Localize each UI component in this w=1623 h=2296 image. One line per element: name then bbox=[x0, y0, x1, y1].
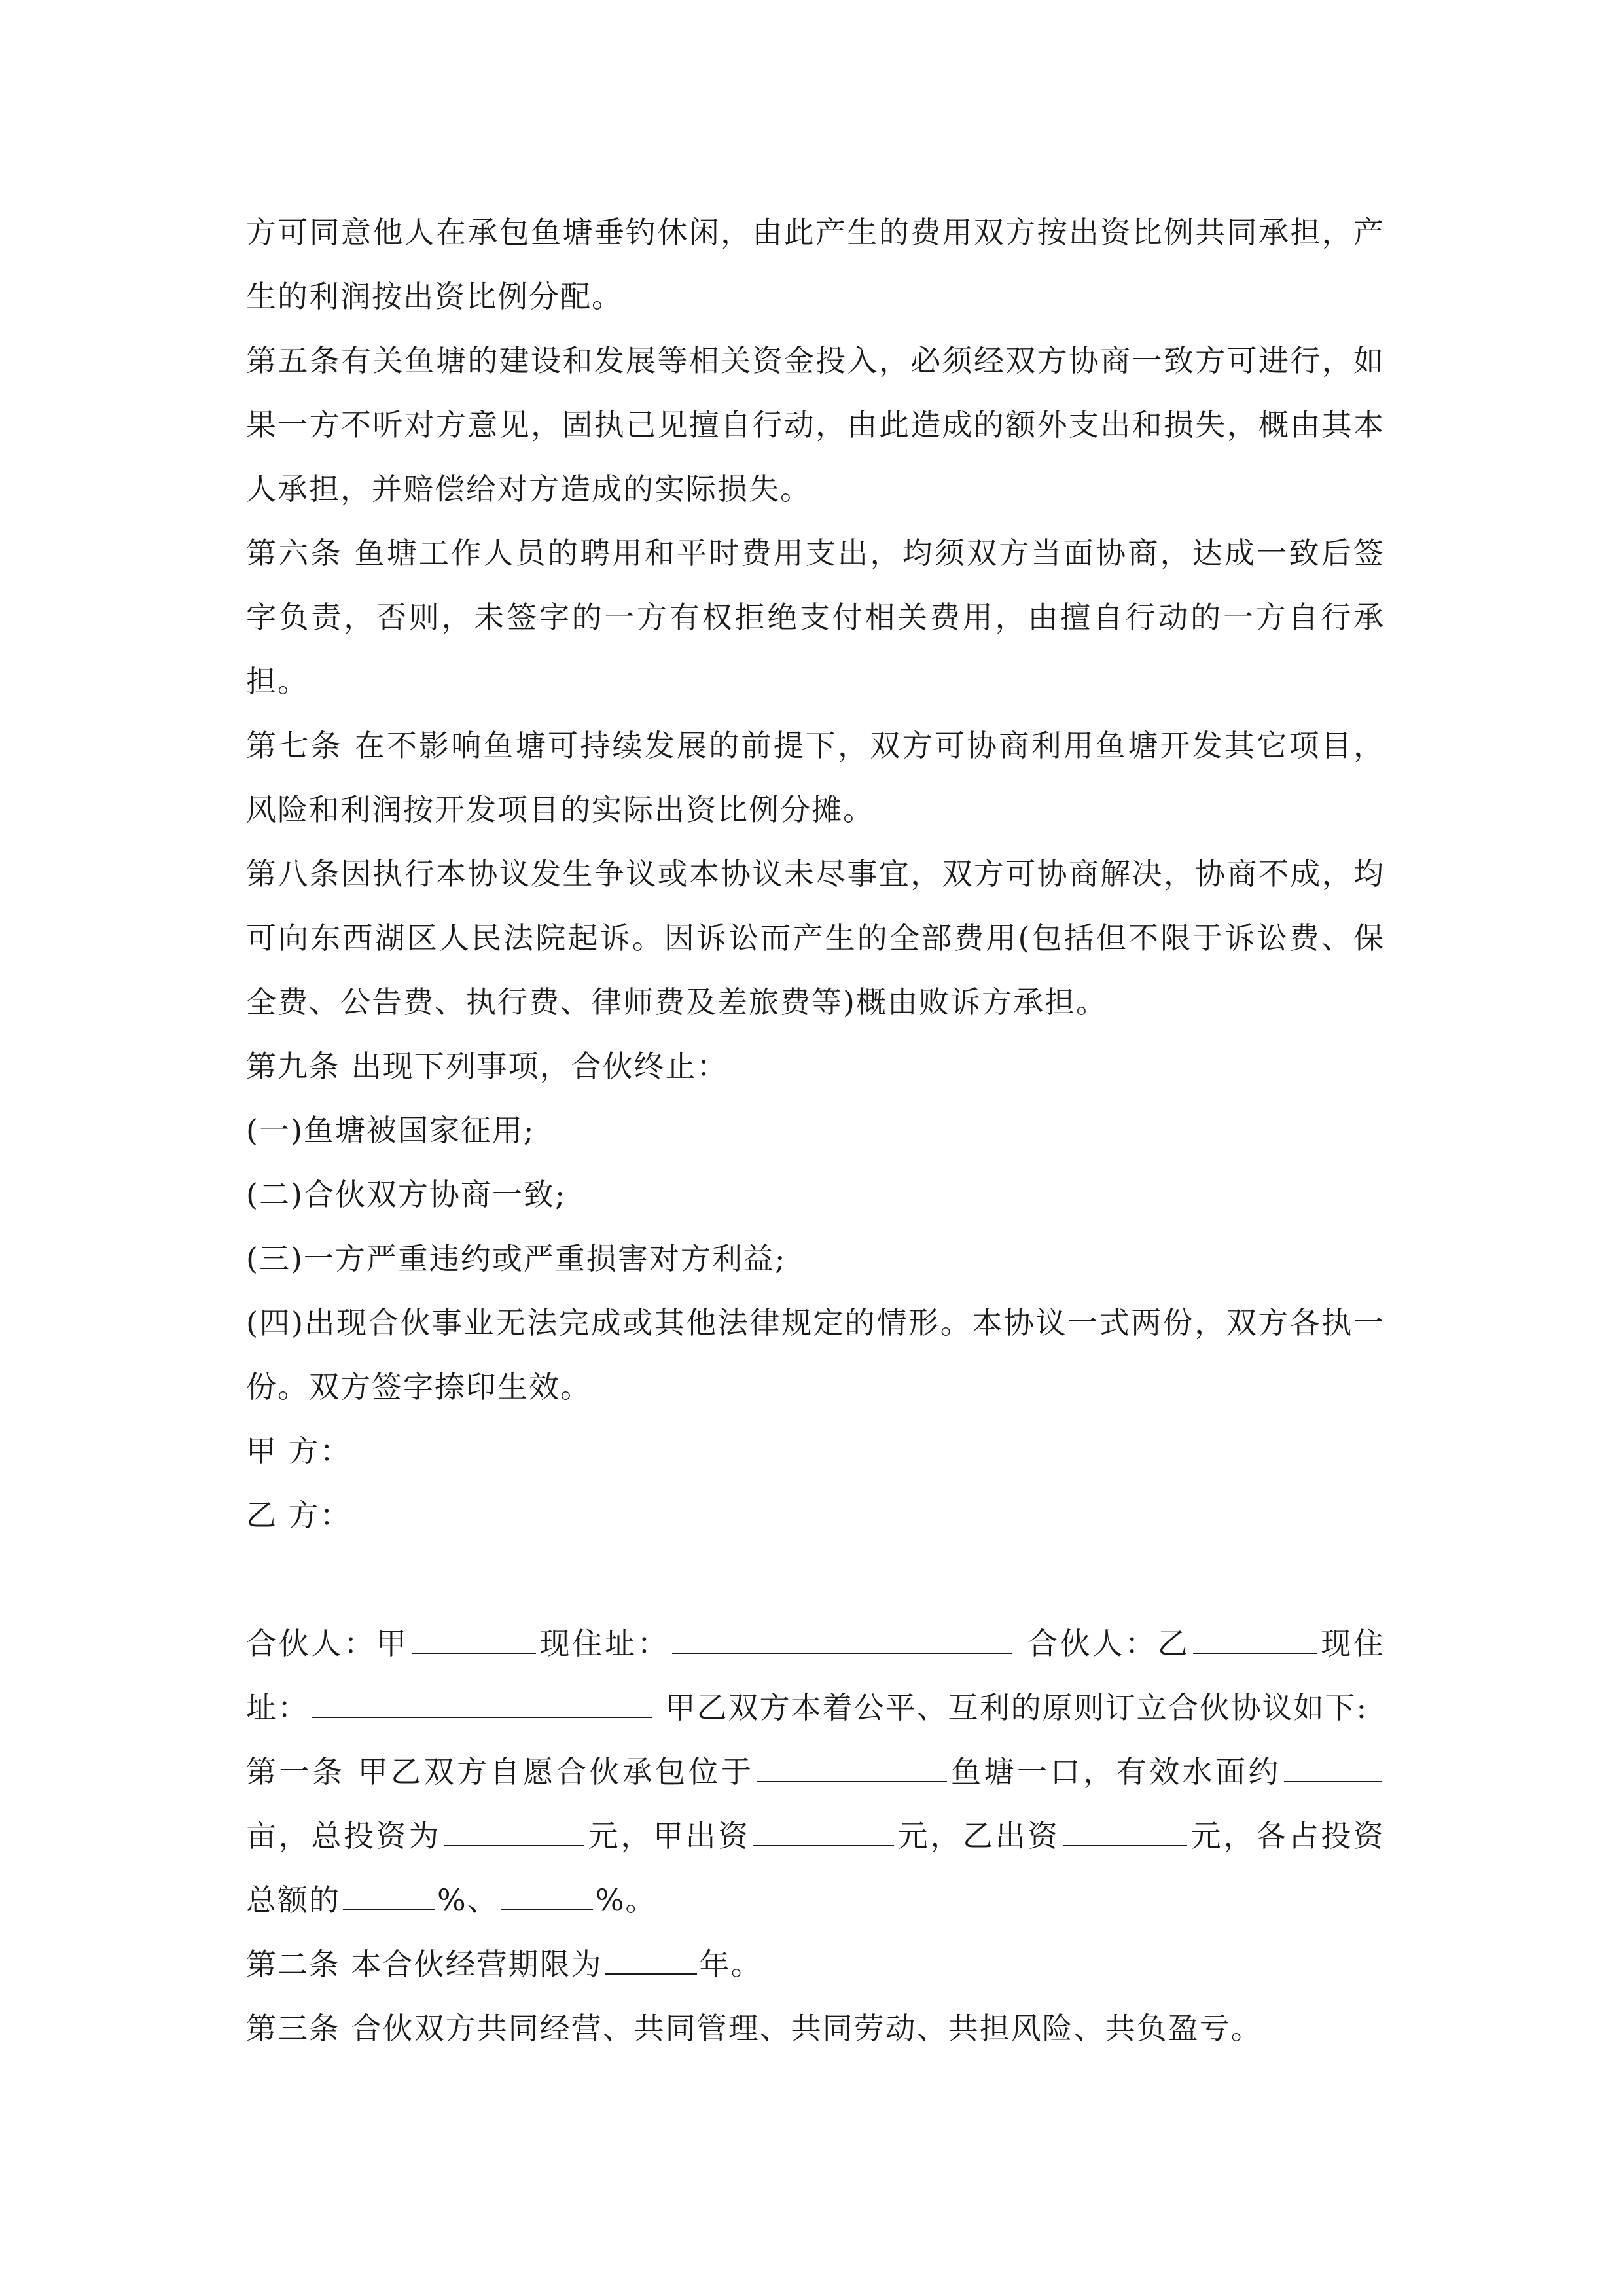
termination-item-1: (一)鱼塘被国家征用; bbox=[246, 1113, 535, 1148]
article-3: 第三条 合伙双方共同经营、共同管理、共同劳动、共担风险、共负盈亏。 bbox=[246, 2011, 1262, 2046]
article-1-text-2: 鱼塘一口，有效水面约 bbox=[949, 1754, 1282, 1789]
party-b-signature: 乙 方： bbox=[246, 1498, 351, 1533]
article-2-text-1: 第二条 本合伙经营期限为 bbox=[246, 1946, 603, 1982]
partner-info-line bbox=[246, 1611, 1385, 1740]
article-1-text-6: 元，各占投资总额的 bbox=[246, 1818, 1385, 1918]
party-a-investment-blank[interactable] bbox=[753, 1819, 894, 1846]
total-investment-blank[interactable] bbox=[444, 1819, 584, 1846]
agreement-intro: 甲乙双方本着公平、互利的原则订立合伙协议如下: bbox=[665, 1690, 1368, 1725]
party-a-percent-blank[interactable] bbox=[343, 1883, 435, 1910]
partner-a-label: 合伙人：甲 bbox=[246, 1626, 409, 1661]
document-body bbox=[246, 200, 1385, 2060]
section-gap bbox=[246, 1547, 1385, 1611]
party-a-signature: 甲 方： bbox=[246, 1433, 351, 1469]
article-1-text-8: %。 bbox=[595, 1882, 657, 1918]
article-2 bbox=[246, 1932, 1385, 1996]
partner-b-name-blank[interactable] bbox=[1193, 1626, 1317, 1654]
partner-b-address-blank[interactable] bbox=[312, 1691, 652, 1718]
party-b-investment-blank[interactable] bbox=[1063, 1819, 1187, 1846]
pond-location-blank[interactable] bbox=[757, 1755, 947, 1782]
water-area-blank[interactable] bbox=[1284, 1755, 1382, 1782]
article-1-text-3: 亩，总投资为 bbox=[246, 1818, 441, 1854]
term-years-blank[interactable] bbox=[605, 1947, 697, 1975]
paragraph-profit-sharing: 方可同意他人在承包鱼塘垂钓休闲，由此产生的费用双方按出资比例共同承担，产生的利润按出资比例分配。 bbox=[246, 215, 1385, 314]
article-1-text-1: 第一条 甲乙双方自愿合伙承包位于 bbox=[246, 1754, 755, 1789]
article-1 bbox=[246, 1740, 1385, 1932]
article-8: 第八条因执行本协议发生争议或本协议未尽事宜，双方可协商解决，协商不成，均可向东西湖区人民法院起诉。因诉讼而产生的全部费用(包括但不限于诉讼费、保全费、公告费、执行费、律师费及差旅费等)概由败诉方承担。 bbox=[246, 856, 1385, 1020]
article-1-text-7: %、 bbox=[437, 1882, 499, 1918]
termination-item-4: (四)出现合伙事业无法完成或其他法律规定的情形。本协议一式两份，双方各执一份。双方签字捺印生效。 bbox=[246, 1305, 1385, 1405]
partner-b-address-label: 现住址： bbox=[246, 1626, 1385, 1725]
article-2-text-2: 年。 bbox=[699, 1946, 762, 1982]
article-1-text-4: 元，甲出资 bbox=[587, 1818, 751, 1854]
article-1-text-5: 元，乙出资 bbox=[897, 1818, 1060, 1854]
party-b-percent-blank[interactable] bbox=[501, 1883, 593, 1910]
partner-a-address-blank[interactable] bbox=[672, 1626, 1012, 1654]
article-9: 第九条 出现下列事项，合伙终止： bbox=[246, 1049, 728, 1084]
termination-item-3: (三)一方严重违约或严重损害对方利益; bbox=[246, 1241, 787, 1276]
article-5: 第五条有关鱼塘的建设和发展等相关资金投入，必须经双方协商一致方可进行，如果一方不听对方意见，固执己见擅自行动，由此造成的额外支出和损失，概由其本人承担，并赔偿给对方造成的实际损失。 bbox=[246, 343, 1385, 507]
termination-item-2: (二)合伙双方协商一致; bbox=[246, 1177, 567, 1212]
partner-a-address-label: 现住址： bbox=[538, 1626, 670, 1661]
article-6: 第六条 鱼塘工作人员的聘用和平时费用支出，均须双方当面协商，达成一致后签字负责，否则，未签字的一方有权拒绝支付相关费用，由擅自行动的一方自行承担。 bbox=[246, 535, 1385, 699]
partner-a-name-blank[interactable] bbox=[412, 1626, 536, 1654]
article-7: 第七条 在不影响鱼塘可持续发展的前提下，双方可协商利用鱼塘开发其它项目，风险和利润按开发项目的实际出资比例分摊。 bbox=[246, 728, 1385, 827]
partner-b-label: 合伙人：乙 bbox=[1027, 1626, 1190, 1661]
